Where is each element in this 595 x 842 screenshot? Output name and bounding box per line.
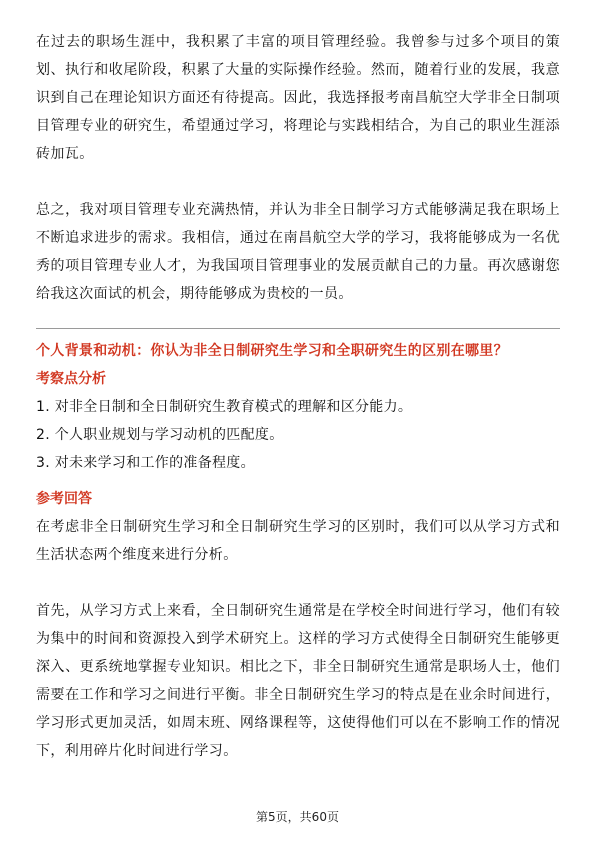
- page-number: 第5页，共60页: [256, 810, 339, 824]
- paragraph-gap: [36, 168, 560, 196]
- paragraph-gap: [36, 569, 560, 597]
- answer-paragraph: 在考虑非全日制研究生学习和全日制研究生学习的区别时，我们可以从学习方式和生活状态两个维度来进行分析。: [36, 519, 560, 563]
- question-title: 个人背景和动机：你认为非全日制研究生学习和全职研究生的区别在哪里？: [36, 343, 508, 359]
- list-item: 1. 对非全日制和全日制研究生教育模式的理解和区分能力。: [36, 399, 413, 415]
- body-paragraph: 在过去的职场生涯中，我积累了丰富的项目管理经验。我曾参与过多个项目的策划、执行和收尾阶段，积累了大量的实际操作经验。然而，随着行业的发展，我意识到自己在理论知识方面还有待提高。因此，我选择报考南昌航空大学非全日制项目管理专业的研究生，希望通过学习，将理论与实践相结合，为自己的职业生涯添砖加瓦。: [36, 34, 560, 162]
- body-paragraph: 总之，我对项目管理专业充满热情，并认为非全日制学习方式能够满足我在职场上不断追求进步的需求。我相信，通过在南昌航空大学的学习，我将能够成为一名优秀的项目管理专业人才，为我国项目管理事业的发展贡献自己的力量。再次感谢您给我这次面试的机会，期待能够成为贵校的一员。: [36, 202, 560, 302]
- answer-paragraph: 首先，从学习方式上来看，全日制研究生通常是在学校全时间进行学习，他们有较为集中的时间和资源投入到学术研究上。这样的学习方式使得全日制研究生能够更深入、更系统地掌握专业知识。相比之下，非全日制研究生通常是职场人士，他们需要在工作和学习之间进行平衡。非全日制研究生学习的特点是在业余时间进行，学习形式更加灵活，如周末班、网络课程等，这使得他们可以在不影响工作的情况下，利用碎片化时间进行学习。: [36, 603, 560, 759]
- analysis-list: [36, 393, 560, 477]
- answer-section: [36, 513, 560, 765]
- list-item: 3. 对未来学习和工作的准备程度。: [36, 455, 255, 471]
- answer-heading: 参考回答: [36, 491, 92, 507]
- intro-section: [36, 28, 560, 308]
- section-divider: [36, 328, 560, 329]
- list-item: 2. 个人职业规划与学习动机的匹配度。: [36, 427, 284, 443]
- analysis-heading: 考察点分析: [36, 371, 106, 387]
